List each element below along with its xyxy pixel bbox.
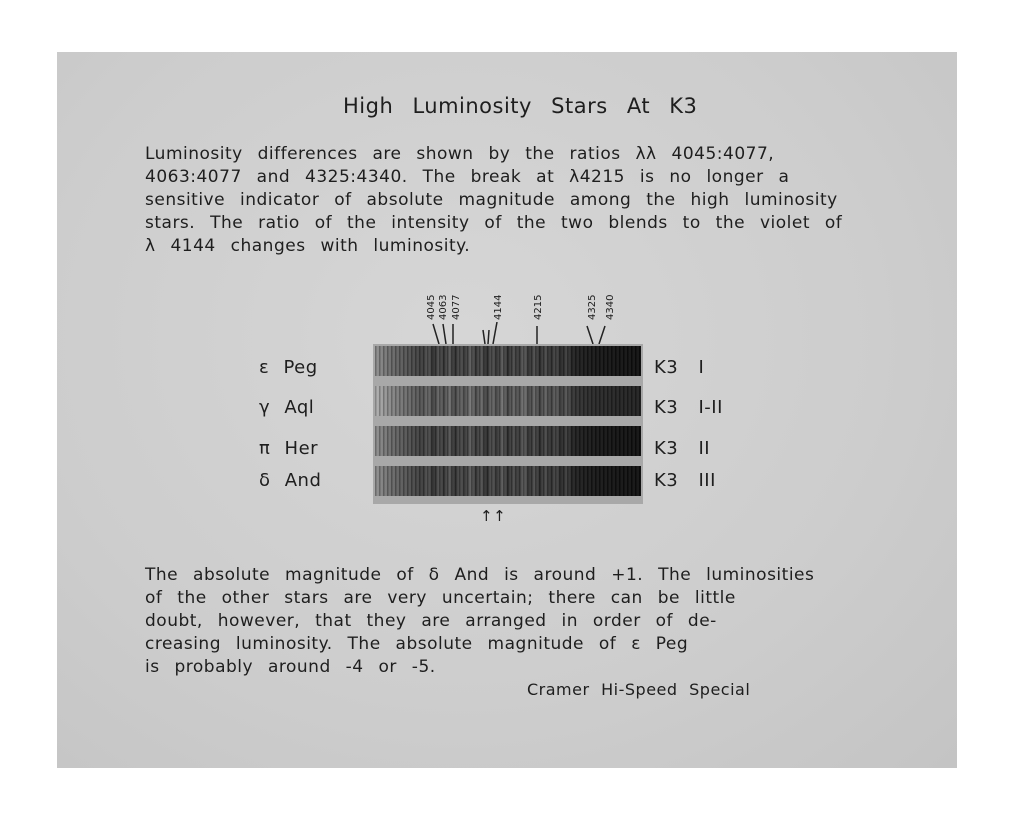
star-name: ε Peg bbox=[259, 357, 318, 378]
wavelength-label-4045: 4045 bbox=[426, 294, 437, 320]
wavelength-label-4215: 4215 bbox=[533, 294, 544, 320]
star-name: δ And bbox=[259, 470, 322, 491]
star-class: K3 I-II bbox=[654, 397, 723, 418]
spectrum-gam-aql bbox=[375, 386, 641, 416]
line-indicators bbox=[417, 322, 617, 346]
wavelength-label-4340: 4340 bbox=[605, 294, 616, 320]
outro-line: creasing luminosity. The absolute magnitude of ε Peg bbox=[145, 634, 689, 654]
plate-note: Cramer Hi-Speed Special bbox=[527, 680, 751, 699]
intro-line: λ 4144 changes with luminosity. bbox=[145, 236, 471, 256]
bottom-marker: ↑↑ bbox=[480, 507, 507, 525]
intro-line: stars. The ratio of the intensity of the two blends to the violet of bbox=[145, 213, 843, 233]
star-class: K3 III bbox=[654, 470, 716, 491]
spectrum-del-and bbox=[375, 466, 641, 496]
outro-line: of the other stars are very uncertain; there can be little bbox=[145, 588, 736, 608]
spectrum-eps-peg bbox=[375, 346, 641, 376]
wavelength-label-4325: 4325 bbox=[587, 294, 598, 320]
intro-line: sensitive indicator of absolute magnitude among the high luminosity bbox=[145, 190, 838, 210]
outro-line: is probably around -4 or -5. bbox=[145, 657, 436, 677]
plate-title: High Luminosity Stars At K3 bbox=[343, 94, 698, 118]
intro-line: 4063:4077 and 4325:4340. The break at λ4215 is no longer a bbox=[145, 167, 790, 187]
wavelength-label-4144: 4144 bbox=[493, 294, 504, 320]
outro-line: doubt, however, that they are arranged in order of de- bbox=[145, 611, 717, 631]
spectra-strip bbox=[373, 344, 643, 504]
wavelength-label-4063: 4063 bbox=[438, 294, 449, 320]
star-class: K3 II bbox=[654, 438, 711, 459]
photographic-plate bbox=[57, 52, 957, 768]
intro-line: Luminosity differences are shown by the ratios λλ 4045:4077, bbox=[145, 144, 775, 164]
outro-line: The absolute magnitude of δ And is around +1. The luminosities bbox=[145, 565, 815, 585]
star-name: γ Aql bbox=[259, 397, 315, 418]
wavelength-label-4077: 4077 bbox=[451, 294, 462, 320]
star-name: π Her bbox=[259, 438, 319, 459]
spectrum-pi-her bbox=[375, 426, 641, 456]
star-class: K3 I bbox=[654, 357, 705, 378]
